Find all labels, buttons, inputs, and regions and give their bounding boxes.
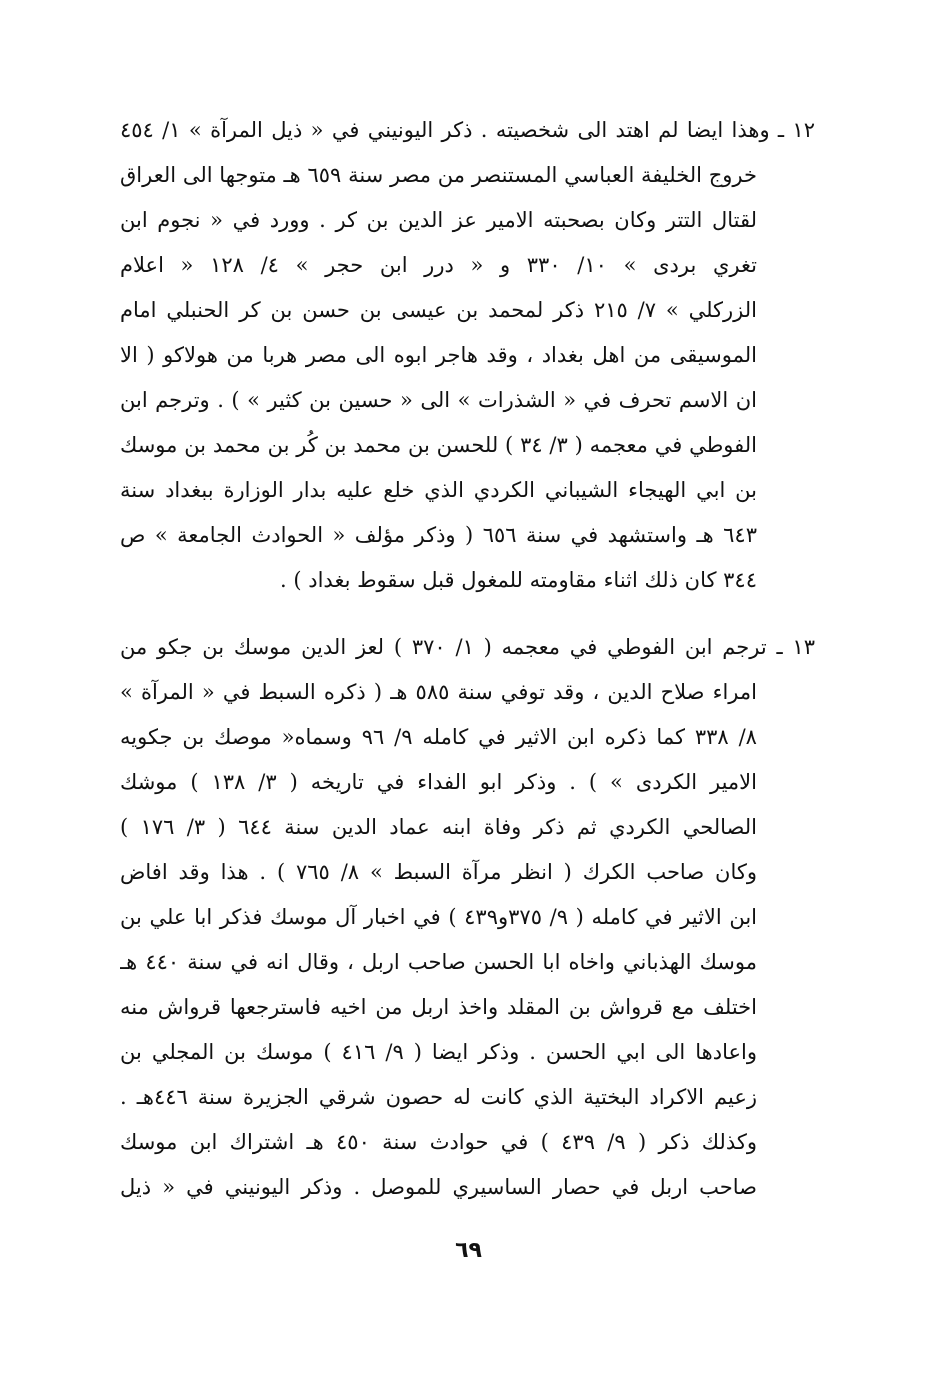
note-13-line-11: زعيم الاكراد البختية الذي كانت له حصون شرقي الجزيرة سنة ٤٤٦هـ . <box>120 1085 757 1109</box>
page-number: ٦٩ <box>455 1238 482 1263</box>
note-12-line-3: لقتال التتر وكان بصحبته الامير عز الدين بن كر . وورد في « نجوم ابن <box>120 208 757 232</box>
note-12-line-11: ٣٤٤ كان ذلك اثناء مقاومته للمغول قبل سقوط بغداد ) . <box>280 568 757 592</box>
note-13-line-12: وكذلك ذكر ( ٩/ ٤٣٩ ) في حوادث سنة ٤٥٠ هـ اشتراك ابن موسك <box>120 1130 757 1154</box>
note-12-line-8: الفوطي في معجمه ( ٣/ ٣٤ ) للحسن بن محمد بن كُر بن محمد بن موسك <box>120 433 757 457</box>
note-13-line-4: الامير الكردى » ) . وذكر ابو الفداء في تاريخه ( ٣/ ١٣٨ ) موشك <box>120 770 757 794</box>
note-12-line-9: بن ابي الهيجاء الشيباني الكردي الذي خلع عليه بدار الوزارة ببغداد سنة <box>120 478 757 502</box>
note-13-line-10: واعادها الى ابي الحسن . وذكر ايضا ( ٩/ ٤١٦ ) موسك بن المجلي بن <box>120 1040 757 1064</box>
note-12-line-2: خروج الخليفة العباسي المستنصر من مصر سنة ٦٥٩ هـ متوجها الى العراق <box>120 163 757 187</box>
note-12-line-1: ١٢ ـ وهذا ايضا لم اهتد الى شخصيته . ذكر اليونيني في « ذيل المرآة » ١/ ٤٥٤ <box>120 118 815 142</box>
note-12-line-6: الموسيقى من اهل بغداد ، وقد هاجر ابوه الى مصر هربا من هولاكو ( الا <box>120 343 757 367</box>
note-13-line-3: ٨/ ٣٣٨ كما ذكره ابن الاثير في كامله ٩/ ٩٦ وسماه« موصك بن جكويه <box>120 725 757 749</box>
note-13-line-6: وكان صاحب الكرك ( انظر مرآة السبط » ٨/ ٧٦٥ ) . هذا وقد افاض <box>120 860 757 884</box>
note-13-line-8: موسك الهذباني واخاه ابا الحسن صاحب اربل ، وقال انه في سنة ٤٤٠ هـ <box>120 950 757 974</box>
note-13-line-1: ١٣ ـ ترجم ابن الفوطي في معجمه ( ١/ ٣٧٠ ) لعز الدين موسك بن جكو من <box>120 635 815 659</box>
note-13-line-5: الصالحي الكردي ثم ذكر وفاة ابنه عماد الدين سنة ٦٤٤ ( ٣/ ١٧٦ ) <box>120 815 757 839</box>
note-13-line-13: صاحب اربل في حصار الساسيري للموصل . وذكر اليونيني في « ذيل <box>120 1175 757 1199</box>
note-13-line-7: ابن الاثير في كامله ( ٩/ ٣٧٥و٤٣٩ ) في اخبار آل موسك فذكر ابا علي بن <box>120 905 757 929</box>
note-12-line-7: ان الاسم تحرف في « الشذرات » الى « حسين بن كثير » ) . وترجم ابن <box>120 388 757 412</box>
note-13-line-2: امراء صلاح الدين ، وقد توفي سنة ٥٨٥ هـ ( ذكره السبط في « المرآة » <box>120 680 757 704</box>
note-12-line-10: ٦٤٣ هـ واستشهد في سنة ٦٥٦ ( وذكر مؤلف « الحوادث الجامعة » ص <box>120 523 757 547</box>
note-13-line-9: اختلف مع قرواش بن المقلد واخذ اربل من اخيه فاسترجعها قرواش منه <box>120 995 757 1019</box>
note-12-line-5: الزركلي » ٧/ ٢١٥ ذكر لمحمد بن عيسى بن حسن بن كر الحنبلي امام <box>120 298 757 322</box>
note-12-line-4: تغري بردى » ١٠/ ٣٣٠ و « درر ابن حجر » ٤/ ١٢٨ « اعلام <box>120 253 757 277</box>
